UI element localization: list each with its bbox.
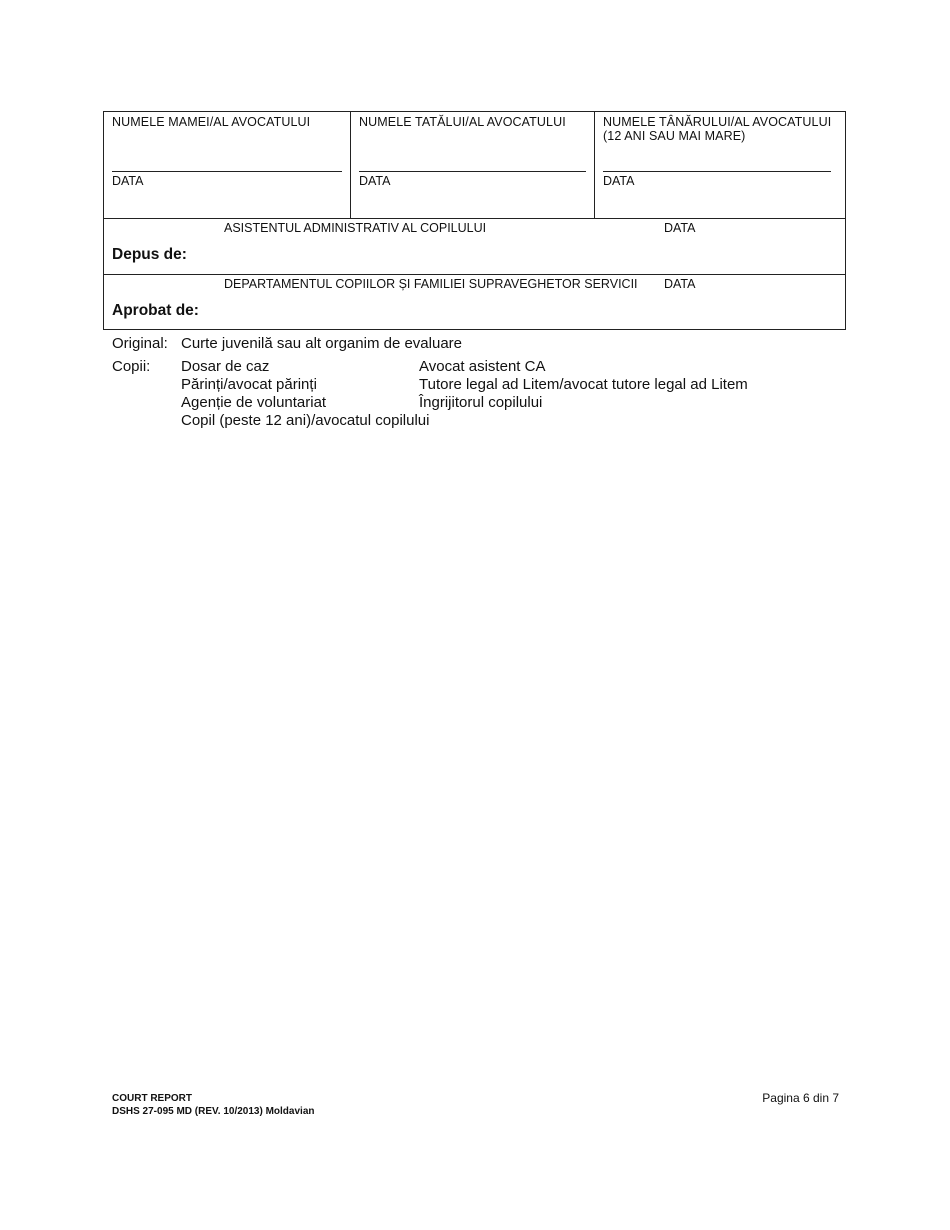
mother-attorney-name-label: NUMELE MAMEI/AL AVOCATULUI [112,115,311,129]
signature-table [103,111,846,330]
mother-date-label: DATA [112,174,144,188]
father-attorney-name-label: NUMELE TATĂLUI/AL AVOCATULUI [359,115,566,129]
filed-by-section [104,219,845,275]
youth-label-line2: (12 ANI SAU MAI MARE) [603,129,746,143]
youth-signature-line [603,171,831,172]
mother-signature-line [112,171,342,172]
copy-recipient: Tutore legal ad Litem/avocat tutore legal ad Litem [419,376,748,393]
youth-attorney-name-label [603,115,831,143]
form-code: DSHS 27-095 MD (REV. 10/2013) Moldavian [112,1106,315,1117]
approved-by-date-label: DATA [664,277,696,291]
youth-signature-cell [595,112,845,218]
form-identifier [112,1092,315,1118]
filed-by-title: Depus de: [112,246,187,263]
youth-date-label: DATA [603,174,635,188]
supervisor-caption: DEPARTAMENTUL COPIILOR ȘI FAMILIEI SUPRAVEGHETOR SERVICII [224,277,638,291]
father-date-label: DATA [359,174,391,188]
original-label: Original: [112,335,168,352]
copy-recipient: Agenție de voluntariat [181,394,327,411]
copies-label: Copii: [112,358,151,375]
copy-recipient: Dosar de caz [181,358,270,375]
copy-recipient: Copil (peste 12 ani)/avocatul copilului [181,412,430,429]
approved-by-section [104,275,845,331]
mother-signature-cell [104,112,351,218]
father-signature-cell [351,112,595,218]
signature-row [104,112,845,219]
filed-by-date-label: DATA [664,221,696,235]
copy-recipient: Îngrijitorul copilului [419,394,543,411]
page-number: Pagina 6 din 7 [762,1091,839,1105]
copy-recipient: Părinți/avocat părinți [181,376,317,393]
youth-label-line1: NUMELE TÂNĂRULUI/AL AVOCATULUI [603,115,832,129]
original-recipient: Curte juvenilă sau alt organim de evaluare [181,335,462,352]
caseworker-caption: ASISTENTUL ADMINISTRATIV AL COPILULUI [224,221,487,235]
copy-recipient: Avocat asistent CA [419,358,546,375]
approved-by-title: Aprobat de: [112,302,199,319]
father-signature-line [359,171,586,172]
form-name: COURT REPORT [112,1093,192,1104]
